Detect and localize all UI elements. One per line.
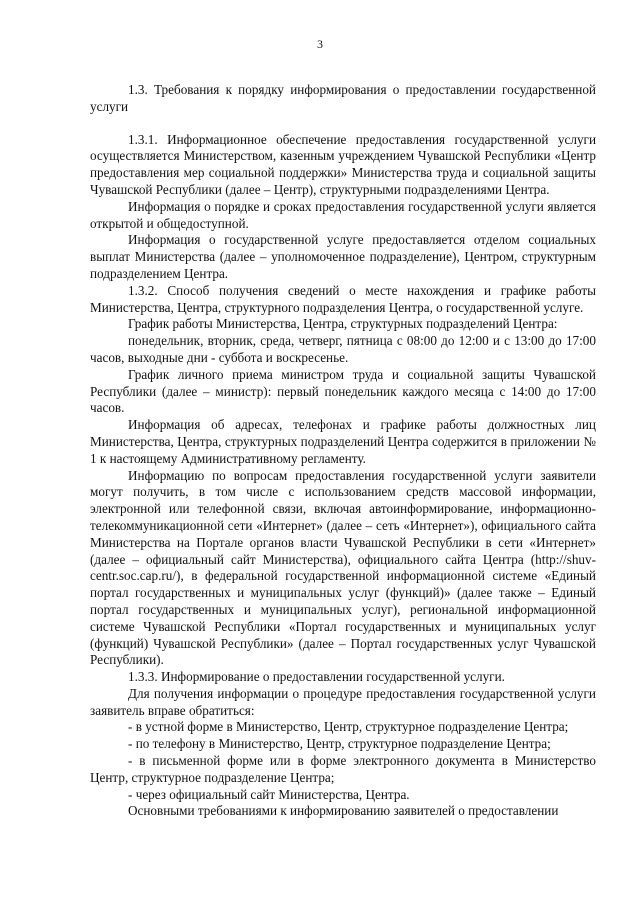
paragraph-apply: Для получения информации о процедуре предоставления государственной услуги заявитель вправе обратиться:	[90, 685, 596, 718]
list-item-oral: - в устной форме в Министерство, Центр, структурное подразделение Центра;	[128, 719, 569, 735]
list-item-phone: - по телефону в Министерство, Центр, структурное подразделение Центра;	[128, 736, 551, 752]
list-item-site: - через официальный сайт Министерства, Центра.	[128, 786, 410, 802]
section-title: 1.3. Требования к порядку информирования о предоставлении государственной услуги	[90, 82, 596, 114]
paragraph-addresses: Информация об адресах, телефонах и графике работы должностных лиц Министерства, Центра, структурных подразделений Центра содержится в приложении № 1 к настоящему Административному регламенту.	[90, 417, 596, 466]
page-number: 3	[317, 37, 323, 51]
paragraph-channels: Информацию по вопросам предоставления государственной услуги заявители могут получить, в том числе с использованием средств массовой информации, электронной или телефонной связи, включая автоинформирование, информационно-телекоммуникационной сети «Интернет» (далее – сеть «Интернет»), официального сайта Министерства на Портале органов власти Чувашской Республики в сети «Интернет» (далее – официальный сайт Министерства), официального сайта Центра (http://shuv-centr.soc.cap.ru/), в федеральной государственной информационной системе «Единый портал государственных и муниципальных услуг (функций)» (далее также – Единый портал государственных и муниципальных услуг), региональной информационной системе Чувашской Республики «Портал государственных и муниципальных услуг (функций) Чувашской Республики» (далее – Портал государственных услуг Чувашской Республики).	[90, 467, 596, 668]
paragraph-requirements: Основными требованиями к информированию заявителей о предоставлении	[128, 803, 559, 819]
paragraph-schedule-title: График работы Министерства, Центра, структурных подразделений Центра:	[128, 316, 558, 332]
paragraph-department: Информация о государственной услуге предоставляется отделом социальных выплат Министерства (далее – уполномоченное подразделение), Центром, структурным подразделением Центра.	[90, 232, 596, 281]
paragraph-1-3-1: 1.3.1. Информационное обеспечение предоставления государственной услуги осуществляется Министерством, казенным учреждением Чувашской Республики «Центр предоставления мер социальной поддержки» Министерства труда и социальной защиты Чувашской Республики (далее – Центр), структурными подразделениями Центра.	[90, 131, 596, 197]
paragraph-1-3-3: 1.3.3. Информирование о предоставлении государственной услуги.	[128, 669, 505, 685]
document-body	[90, 82, 596, 820]
paragraph-open-info: Информация о порядке и сроках предоставления государственной услуги является открытой и общедоступной.	[90, 198, 596, 231]
paragraph-schedule: понедельник, вторник, среда, четверг, пятница с 08:00 до 12:00 и с 13:00 до 17:00 часов, выходные дни - суббота и воскресенье.	[90, 333, 596, 365]
paragraph-1-3-2: 1.3.2. Способ получения сведений о месте нахождения и графике работы Министерства, Центра, структурного подразделения Центра, о государственной услуге.	[90, 282, 596, 315]
list-item-written: - в письменной форме или в форме электронного документа в Министерство Центр, структурное подразделение Центра;	[90, 753, 596, 785]
paragraph-reception: График личного приема министром труда и социальной защиты Чувашской Республики (далее – министр): первый понедельник каждого месяца с 14:00 до 17:00 часов.	[90, 366, 596, 416]
